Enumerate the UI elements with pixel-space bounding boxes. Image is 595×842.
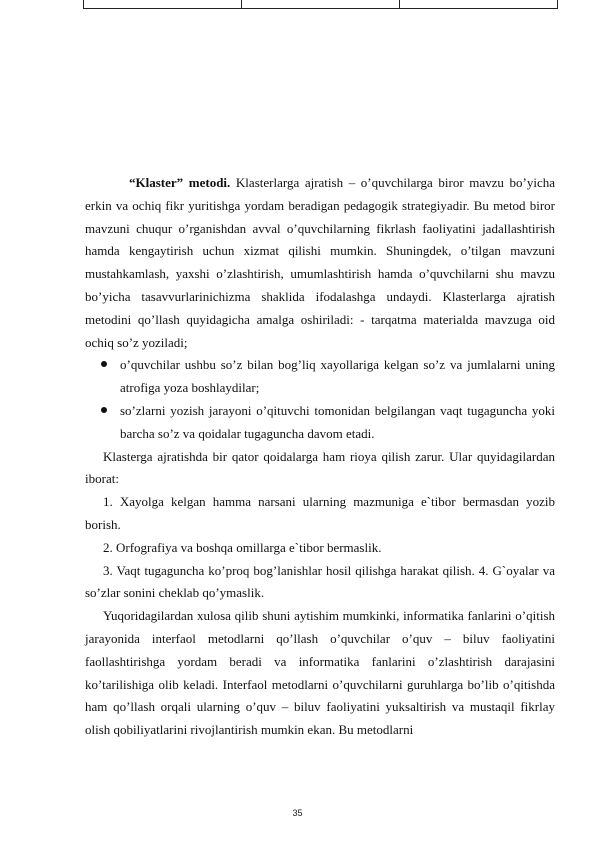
table-cell xyxy=(242,0,400,8)
page-number: 35 xyxy=(292,808,303,818)
rule-item: 2. Orfografiya va boshqa omillarga e`tibor bermaslik. xyxy=(103,539,382,555)
table-bottom-edge xyxy=(83,0,558,9)
conclusion-paragraph: Yuqoridagilardan xulosa qilib shuni aytishim mumkinki, informatika fanlarini o’qitish jarayonida interfaol metodlarni qo’llash o’quvchilar o’quv – biluv faoliyatini faollashtirishga yordam beradi va informatika fanlarini o’zlashtirish darajasini ko’tarilishiga olib keladi. Interfaol metodlarni o’quvchilarni guruhlarga bo’lib o’qitishda ham qo’llash orqali ularning o’quv – biluv faoliyatini yuksaltirish va mustaqil fikrlay olish qobiliyatlarini rivojlantirish mumkin ekan. Bu metodlarni xyxy=(85,608,555,738)
body-text xyxy=(85,172,555,742)
section-heading: “Klaster” metodi. xyxy=(129,175,231,190)
steps-list xyxy=(85,354,555,445)
rule-item: 3. Vaqt tugaguncha ko’proq bog’lanishlar hosil qilishga harakat qilish. 4. G`oyalar va so’zlar sonini cheklab qo’ymaslik. xyxy=(85,562,555,601)
bullet-icon xyxy=(101,361,107,367)
klaster-description: Klasterlarga ajratish – o’quvchilarga biror mavzu bo’yicha erkin va ochiq fikr yuritishga yordam beradigan pedagogik strategiyadir. Bu metod biror mavzuni chuqur o’rganishdan avval o’quvchilarning fikrlash faoliyatini jadallashtirish hamda kengaytirish uchun xizmat qilishi mumkin. Shuningdek, o’tilgan mavzuni mustahkamlash, yaxshi o’zlashtirish, umumlashtirish hamda o’quvchilarni shu mavzu bo’yicha tasavvurlarinichizma shaklida ifodalashga undaydi. Klasterlarga ajratish metodini qo’llash quyidagicha amalga oshiriladi: - tarqatma materialda mavzuga oid ochiq so’z yoziladi; xyxy=(85,175,556,350)
bullet-icon xyxy=(101,407,107,413)
rule-item: 1. Xayolga kelgan hamma narsani ularning mazmuniga e`tibor bermasdan yozib borish. xyxy=(85,494,555,532)
table-cell xyxy=(84,0,242,8)
table-cell xyxy=(400,0,557,8)
list-item: so’zlarni yozish jarayoni o’qituvchi tomonidan belgilangan vaqt tugaguncha yoki barcha so’z va qoidalar tugaguncha davom etadi. xyxy=(85,400,555,446)
list-item: o’quvchilar ushbu so’z bilan bog’liq xayollariga kelgan so’z va jumlalarni uning atrofiga yoza boshlaydilar; xyxy=(85,354,555,400)
rules-intro: Klasterga ajratishda bir qator qoidalarga ham rioya qilish zarur. Ular quyidagilardan iborat: xyxy=(85,448,555,487)
klaster-paragraph xyxy=(85,172,555,354)
